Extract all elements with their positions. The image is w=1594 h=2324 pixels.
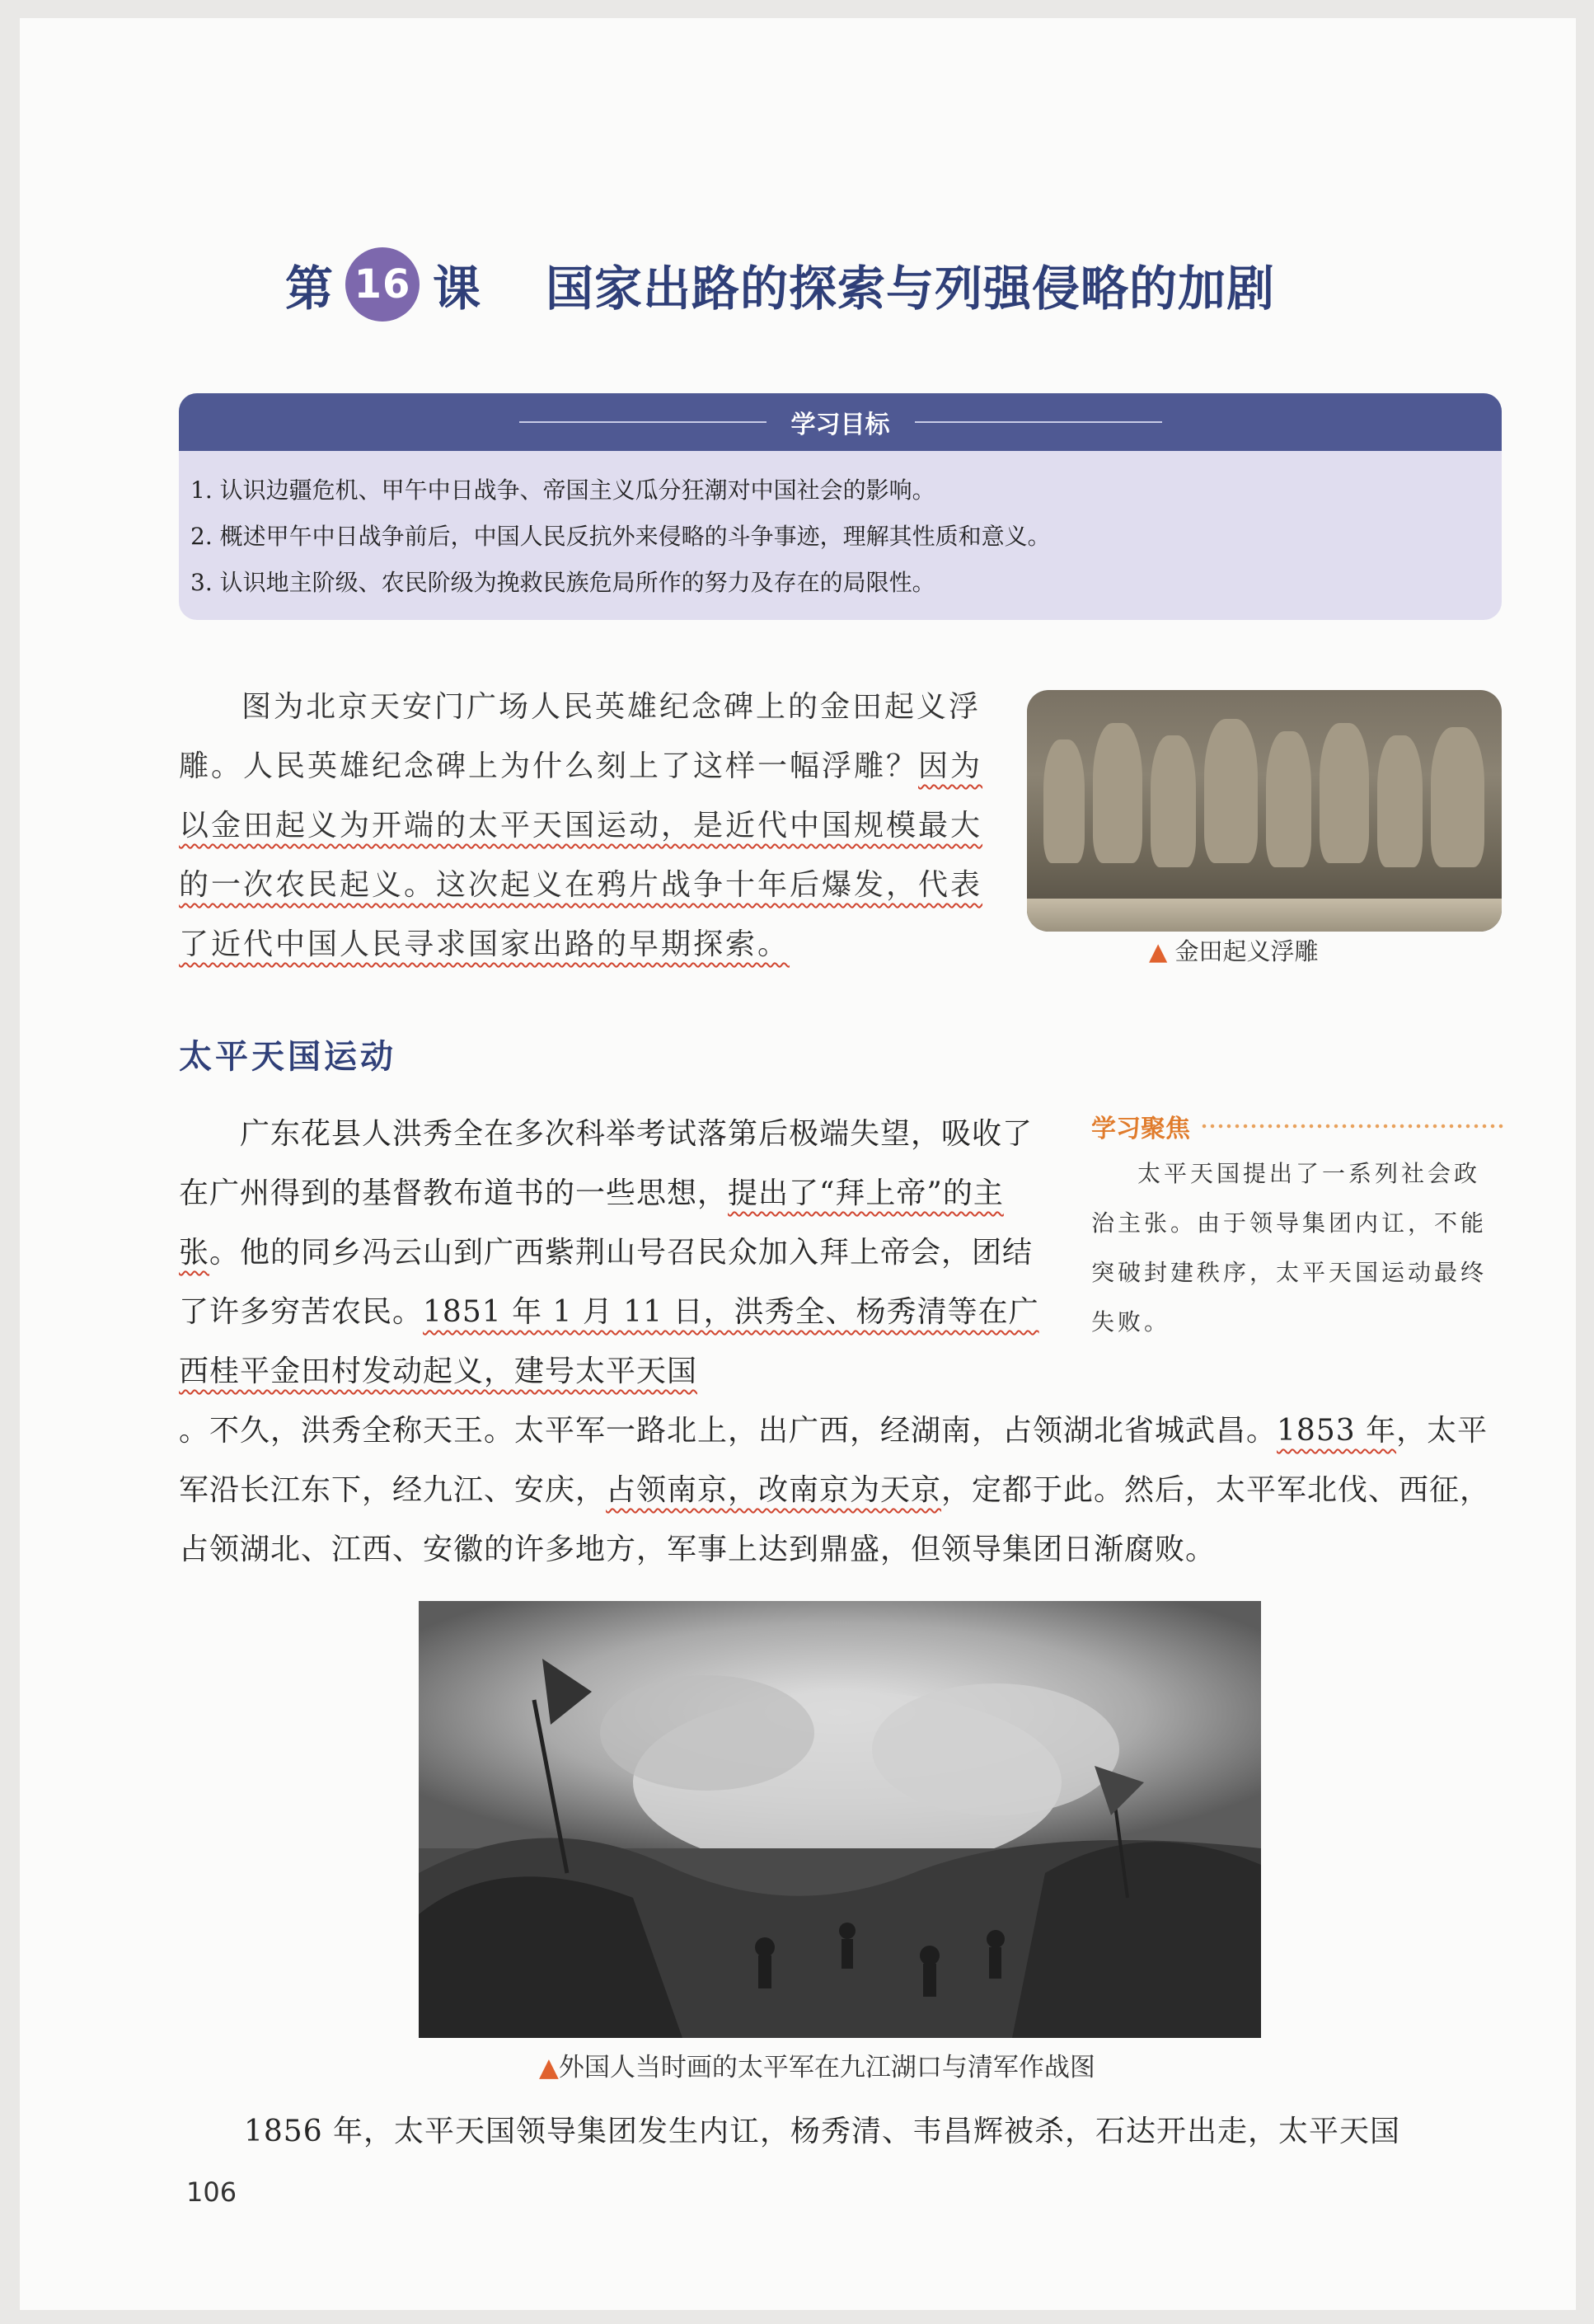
divider [915, 421, 1162, 423]
study-focus-text: 太平天国提出了一系列社会政治主张。由于领导集团内讧，不能突破封建秩序，太平天国运动最终失败。 [1091, 1160, 1488, 1336]
learning-goals-heading: 学习目标 [790, 411, 890, 439]
learning-goals-list [179, 451, 1502, 606]
goal-item: 2. 概述甲午中日战争前后，中国人民反抗外来侵略的斗争事迹，理解其性质和意义。 [190, 523, 1051, 550]
triangle-icon: ▲ [539, 2053, 559, 2082]
lesson-number-badge: 16 [345, 247, 420, 322]
lesson-title [285, 239, 1275, 330]
battle-painting-image [419, 1601, 1261, 2038]
battle-painting-illustration [419, 1601, 1261, 2038]
intro-paragraph [179, 678, 987, 974]
title-suffix: 课 [433, 261, 482, 317]
intro-text: 图为北京天安门广场人民英雄纪念碑上的金田起义浮雕。人民英雄纪念碑上为什么刻上了这样一幅浮雕？ [179, 690, 982, 783]
battle-caption-text: 外国人当时画的太平军在九江湖口与清军作战图 [558, 2053, 1095, 2082]
learning-goals-box [179, 393, 1502, 620]
section-heading: 太平天国运动 [179, 1038, 396, 1076]
goal-item: 3. 认识地主阶级、农民阶级为挽救民族危局所作的努力及存在的局限性。 [190, 569, 935, 596]
relief-caption-text: 金田起义浮雕 [1174, 937, 1319, 965]
learning-goals-header [179, 393, 1502, 451]
underlined-span: 1853 年 [1277, 1414, 1397, 1448]
study-focus-header [1091, 1108, 1503, 1144]
goal-item: 1. 认识边疆危机、甲午中日战争、帝国主义瓜分狂潮对中国社会的影响。 [190, 477, 935, 504]
underlined-span: 1851 年 1 月 11 日，洪秀全、杨秀清等在广西桂平金田村发动起义，建号太平天国 [179, 1295, 1039, 1388]
text-span: ，太平军沿长江东下，经九江、安庆， [179, 1414, 1489, 1507]
divider [519, 421, 767, 423]
page-number: 106 [186, 2176, 237, 2208]
study-focus-heading: 学习聚焦 [1091, 1115, 1190, 1143]
text-span: 广东花县人洪秀全在多次科举考试落第后极端失望，吸收了在广州得到的基督教布道书的一些思想， [179, 1117, 1034, 1210]
main-paragraph-part2 [179, 1401, 1506, 1580]
jintian-relief-photo [1027, 690, 1502, 932]
underlined-span: 提出了“拜上帝”的主张 [179, 1176, 1004, 1270]
text-span: 。不久，洪秀全称天王。太平军一路北上，出广西，经湖南，占领湖北省城武昌。 [179, 1414, 1278, 1448]
title-prefix: 第 [285, 261, 335, 317]
text-span: ，定都于此。然后，太平军北伐、西征，占领湖北、江西、安徽的许多地方，军事上达到鼎盛，但领导集团日渐腐败。 [179, 1473, 1491, 1566]
text-span: 。他的同乡冯云山到广西紫荆山号召民众加入拜上帝会，团结了许多穷苦农民。 [179, 1236, 1034, 1329]
closing-paragraph: 1856 年，太平天国领导集团发生内讧，杨秀清、韦昌辉被杀，石达开出走，太平天国 [244, 2115, 1401, 2148]
battle-caption [539, 2046, 1095, 2083]
underlined-span: 占领南京，改南京为天京 [606, 1473, 942, 1507]
textbook-page [20, 18, 1576, 2310]
triangle-icon: ▲ [1149, 937, 1168, 965]
relief-caption [1149, 933, 1319, 967]
study-focus-body [1091, 1149, 1503, 1347]
intro-underlined-text: 因为以金田起义为开端的太平天国运动，是近代中国规模最大的一次农民起义。这次起义在鸦片战争十年后爆发，代表了近代中国人民寻求国家出路的早期探索。 [179, 749, 983, 961]
title-text: 国家出路的探索与列强侵略的加剧 [546, 261, 1276, 317]
study-focus-sidebar [1091, 1108, 1503, 1347]
dotted-rule [1200, 1123, 1503, 1129]
main-paragraph-part1 [179, 1105, 1053, 1401]
